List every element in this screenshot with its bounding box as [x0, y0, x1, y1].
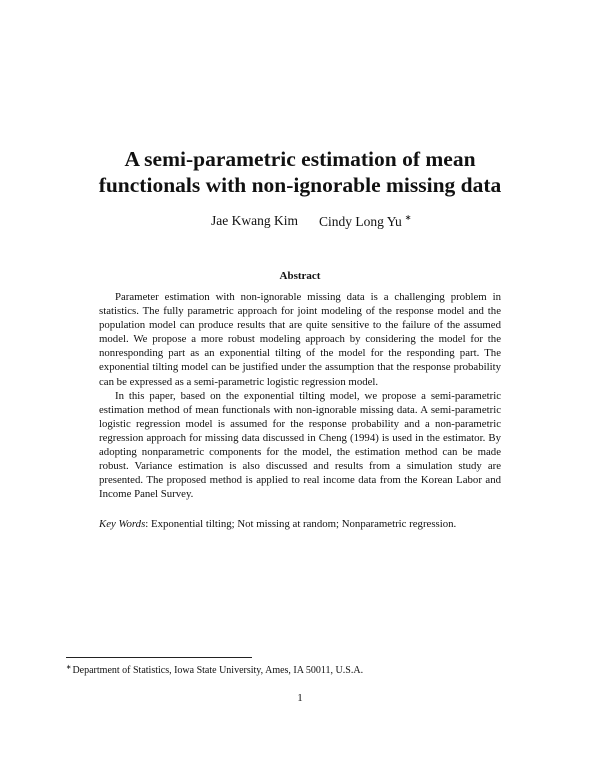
page-number: 1: [297, 692, 303, 704]
keywords-text: : Exponential tilting; Not missing at random; Nonparametric regression.: [145, 518, 457, 530]
keywords: [99, 517, 519, 531]
author-name: Cindy Long Yu: [319, 214, 402, 229]
abstract-paragraph-1: Parameter estimation with non-ignorable missing data is a challenging problem in statistics. The fully parametric approach for joint modeling of the response model and the population model can produce results that are quite sensitive to the failure of the assumed model. We propose a more robust modeling approach by considering the model for the nonresponding part as an exponential tilting of the model for the responding part. The exponential tilting model can be justified under the assumption that the response probability can be expressed as a semi-parametric logistic regression model.: [99, 291, 501, 388]
abstract-heading: Abstract: [279, 270, 321, 282]
author-name: Jae Kwang Kim: [211, 213, 298, 228]
abstract-paragraph-2: In this paper, based on the exponential tilting model, we propose a semi-parametric estimation method of mean functionals with non-ignorable missing data. A semi-parametric logistic regression model is assumed for the response probability and a non-parametric regression approach for missing data discussed in Cheng (1994) is used in the estimator. By adopting nonparametric components for the model, the estimation method can be made robust. Variance estimation is also discussed and results from a simulation study are presented. The proposed method is applied to real income data from the Korean Labor and Income Panel Survey.: [99, 389, 501, 501]
footnote: [66, 661, 363, 677]
footnote-mark: ∗: [66, 664, 72, 671]
keywords-label: Key Words: [99, 518, 146, 530]
author-kim: [211, 213, 298, 229]
author-list: [0, 213, 600, 231]
paper-title: [60, 146, 540, 198]
author-yu: [319, 213, 411, 230]
title-line-2: functionals with non-ignorable missing data: [98, 173, 502, 197]
abstract-body: [99, 290, 501, 501]
footnote-marker: ∗: [404, 213, 412, 222]
footnote-text: Department of Statistics, Iowa State University, Ames, IA 50011, U.S.A.: [72, 665, 364, 676]
title-line-1: A semi-parametric estimation of mean: [124, 147, 476, 171]
footnote-divider: [66, 657, 252, 658]
